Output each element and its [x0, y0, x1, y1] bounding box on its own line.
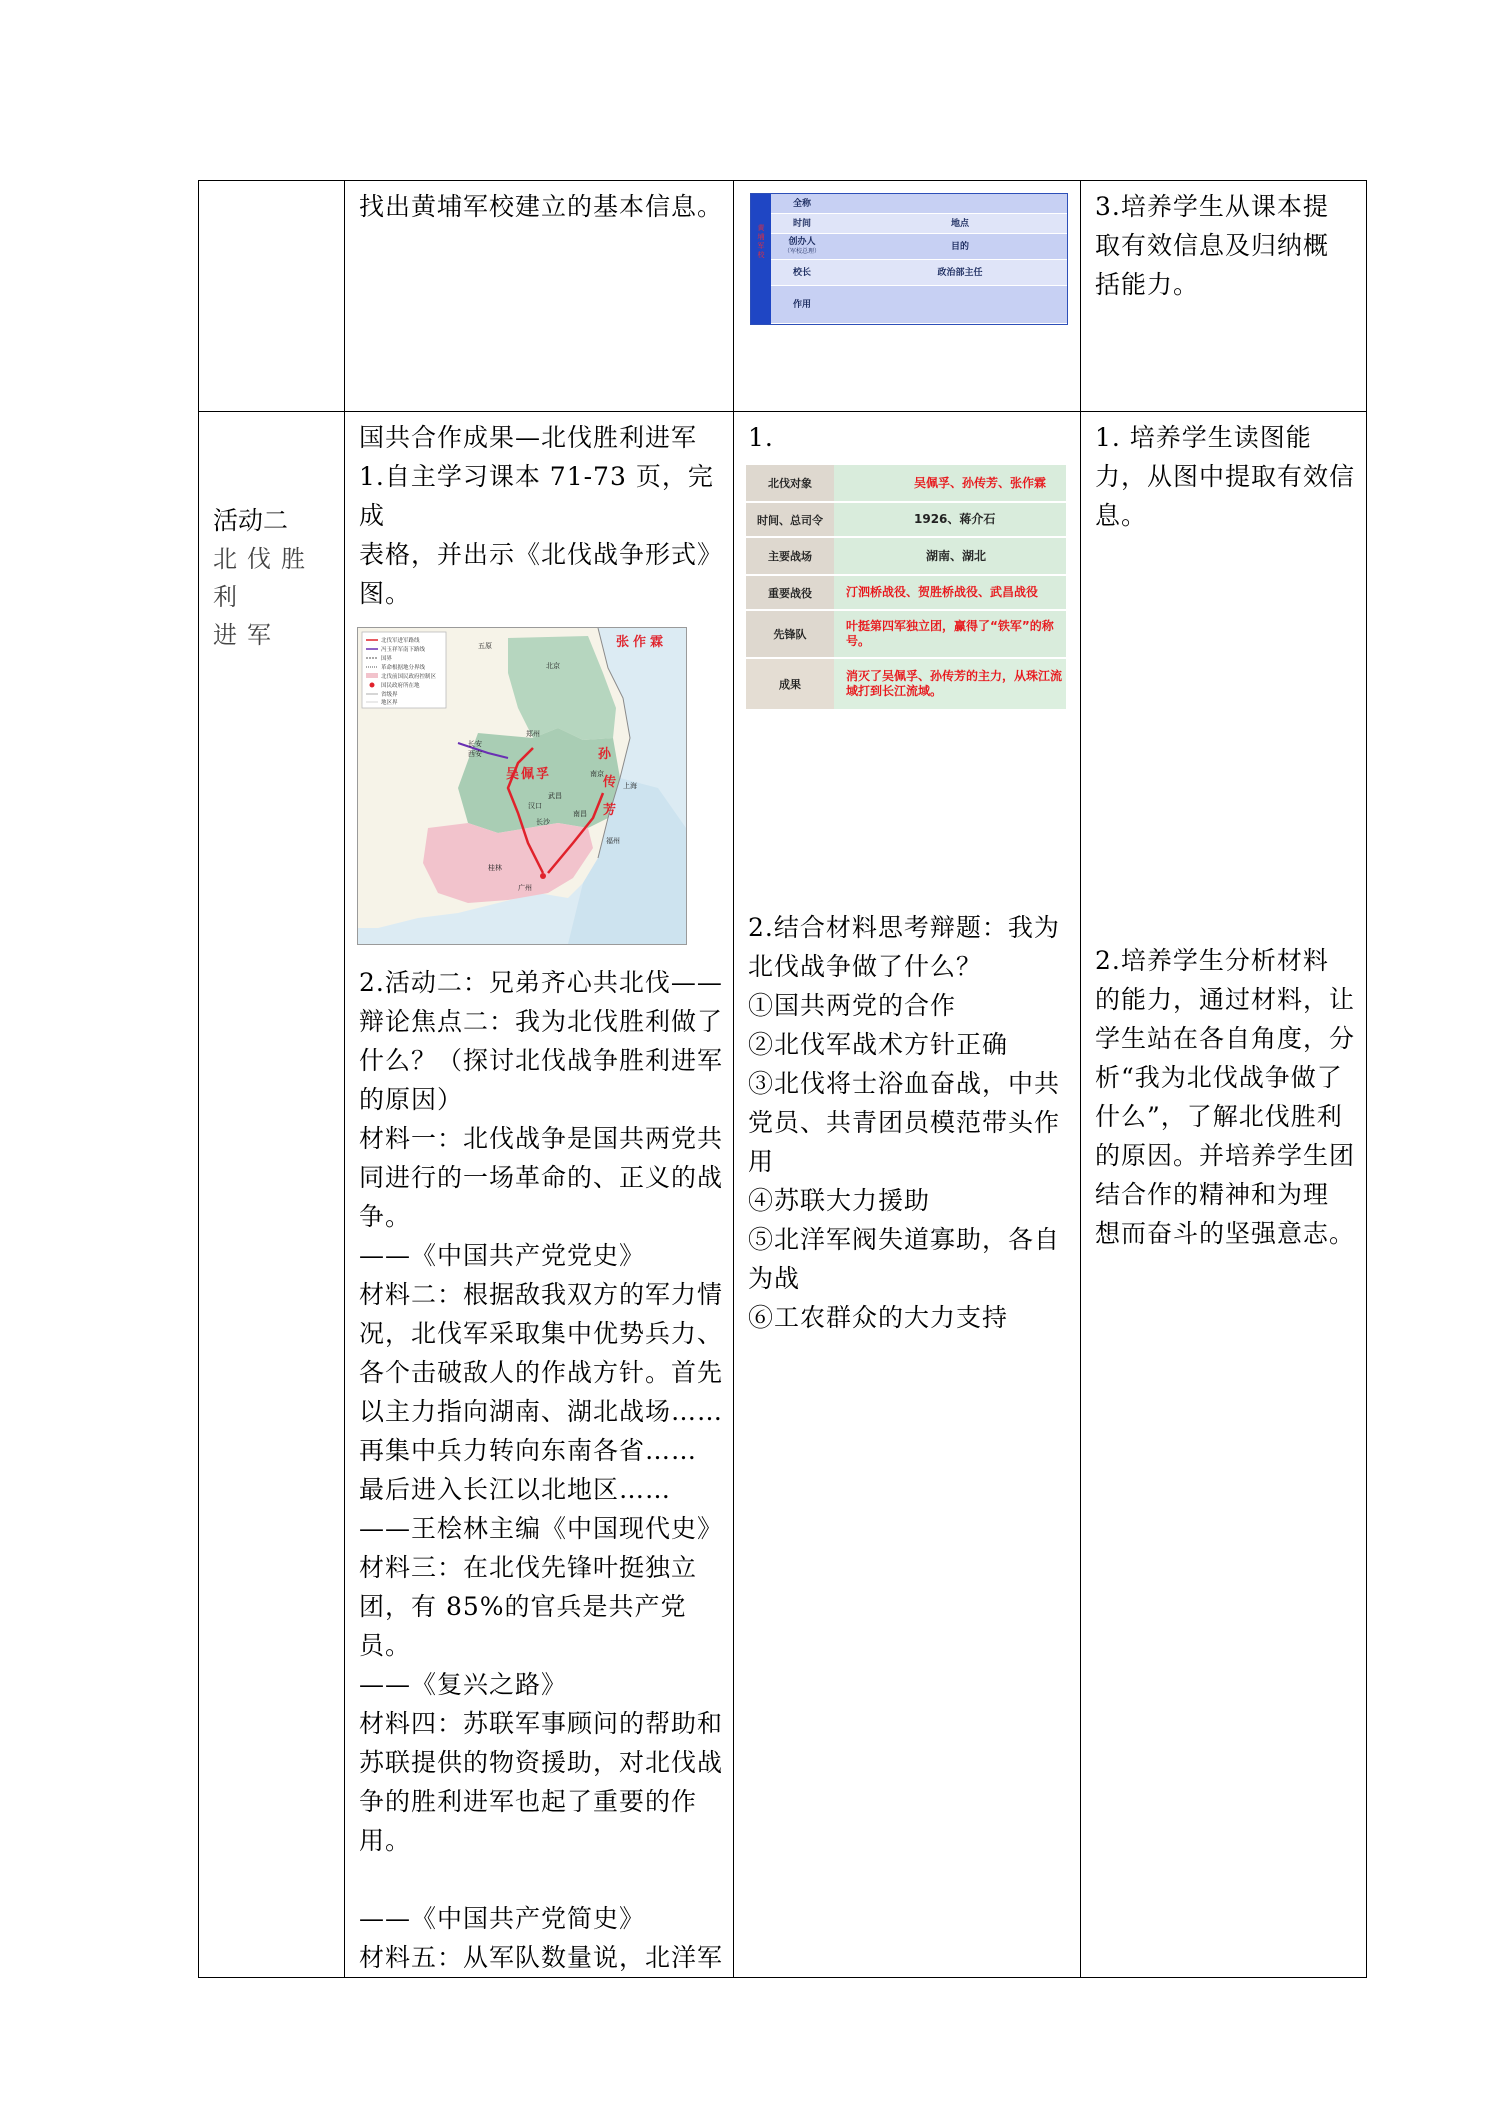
text-line: 材料四：苏联军事顾问的帮助和 — [359, 1709, 724, 1738]
ne-row — [746, 503, 1066, 536]
map-warlord-zhang: 张 — [616, 635, 630, 650]
text-line: ④苏联大力援助 — [748, 1186, 931, 1215]
map-city: 北京 — [546, 662, 560, 670]
teacher-text-part1 — [345, 412, 733, 613]
goal-line: 力，从图中提取有效信 — [1095, 462, 1356, 491]
map-warlord-zuo: 作 — [633, 635, 647, 650]
ne-value: 叶挺第四军独立团，赢得了“铁军”的称号。 — [834, 611, 1066, 657]
goal-line: 息。 — [1095, 501, 1148, 530]
text-line: 况，北伐军采取集中优势兵力、 — [359, 1319, 724, 1348]
hp-cell-fullname: 全称 — [771, 194, 833, 214]
map-warlord-lin: 霖 — [650, 635, 664, 650]
map-warlord-wu: 吴 — [506, 767, 520, 782]
ne-value: 吴佩孚、孙传芳、张作霖 — [834, 465, 1066, 501]
map-city: 郑州 — [526, 730, 540, 738]
text-line: 团，有 85%的官兵是共产党员。 — [359, 1592, 687, 1660]
activity-cell-empty — [199, 181, 345, 412]
text-line: ⑥工农群众的大力支持 — [748, 1303, 1009, 1332]
student-number-1: 1. — [748, 423, 774, 452]
map-city: 汉口 — [528, 802, 542, 810]
map-legend-item: 省级界 — [381, 692, 398, 698]
huangpu-grid — [771, 194, 1067, 324]
text-line: 材料二：根据敌我双方的军力情 — [359, 1280, 724, 1309]
northern-expedition-table-image — [746, 465, 1066, 717]
map-warlord-chuan: 传 — [603, 775, 617, 790]
map-city: 西安 — [468, 750, 482, 758]
hp-cell-time: 时间 — [771, 214, 833, 234]
map-city: 南昌 — [573, 810, 587, 818]
goal-text-part1 — [1081, 412, 1366, 535]
map-city: 广州 — [518, 884, 532, 892]
goal-line: 取有效信息及归纳概 — [1095, 231, 1330, 260]
text-line: 材料一：北伐战争是国共两党共 — [359, 1124, 724, 1153]
table-row-huangpu — [199, 181, 1367, 412]
text-line: 争。 — [359, 1202, 412, 1231]
goal-cell — [1081, 181, 1367, 412]
huangpu-info-table-image — [750, 193, 1068, 325]
text-line: ——《复兴之路》 — [359, 1670, 568, 1699]
teacher-activity-cell — [345, 412, 734, 1978]
teacher-instruction: 找出黄埔军校建立的基本信息。 — [359, 192, 724, 221]
map-legend-item: 冯玉祥军南下路线 — [381, 647, 426, 653]
teacher-activity-cell — [345, 181, 734, 412]
map-city: 武昌 — [548, 792, 562, 800]
ne-row — [746, 659, 1066, 709]
map-city: 五原 — [478, 642, 492, 650]
blank-line — [359, 1860, 723, 1899]
huangpu-side-bar — [751, 194, 771, 324]
hp-cell-founder — [771, 234, 833, 260]
text-line: 表格，并出示《北伐战争形式》 — [359, 540, 724, 569]
text-line: 国共合作成果—北伐胜利进军 — [359, 423, 698, 452]
text-line: 材料五：从军队数量说，北洋军 — [359, 1943, 724, 1972]
ne-value: 湖南、湖北 — [834, 538, 1066, 574]
ne-row — [746, 538, 1066, 574]
text-line: 1.自主学习课本 71-73 页，完成 — [359, 462, 714, 530]
hp-cell-role: 作用 — [771, 286, 833, 324]
ne-key: 时间、总司令 — [746, 503, 834, 536]
goal-text-1 — [1081, 181, 1366, 304]
map-legend-item: 国民政府所在地 — [381, 683, 420, 689]
text-line: 再集中兵力转向东南各省…… — [359, 1436, 698, 1465]
text-line: 图。 — [359, 579, 412, 608]
ne-key: 先锋队 — [746, 611, 834, 657]
goal-line: 的能力，通过材料，让 — [1095, 985, 1356, 1014]
hp-cell-time-value — [833, 214, 929, 234]
map-warlord-fang: 芳 — [603, 803, 617, 818]
text-line: 用 — [748, 1147, 775, 1176]
activity-label-cell — [199, 412, 345, 1978]
huangpu-side-label: 黄埔军校 — [757, 224, 765, 259]
student-text-part2 — [734, 902, 1080, 1337]
hp-cell-purpose: 目的 — [929, 234, 991, 260]
lesson-plan-table — [198, 180, 1367, 1978]
text-line: 2.结合材料思考辩题：我为 — [748, 913, 1060, 942]
map-warlord-sun: 孙 — [598, 747, 612, 762]
text-line: ③北伐将士浴血奋战，中共 — [748, 1069, 1061, 1098]
ne-key: 成果 — [746, 659, 834, 709]
map-city: 南京 — [590, 770, 604, 778]
text-line: ——《中国共产党党史》 — [359, 1241, 646, 1270]
map-city: 福州 — [606, 837, 620, 845]
map-legend-item: 地区界 — [381, 700, 398, 706]
goal-line: 结合作的精神和为理 — [1095, 1180, 1330, 1209]
text-line: 2.活动二：兄弟齐心共北伐—— — [359, 968, 723, 997]
goal-text-part2 — [1081, 935, 1366, 1253]
table-row-northern-expedition — [199, 412, 1367, 1978]
map-legend-item: 北伐军进军路线 — [381, 638, 420, 644]
ne-key: 重要战役 — [746, 576, 834, 609]
goal-line: 2.培养学生分析材料 — [1095, 946, 1329, 975]
goal-line: 析“我为北伐战争做了 — [1095, 1063, 1343, 1092]
goal-line: 什么”，了解北伐胜利 — [1095, 1102, 1343, 1131]
hp-cell-place: 地点 — [929, 214, 991, 234]
hp-cell-role-value — [833, 286, 1067, 324]
ne-value: 汀泗桥战役、贺胜桥战役、武昌战役 — [834, 576, 1066, 609]
map-city: 长沙 — [536, 818, 550, 826]
text-line: 党员、共青团员模范带头作 — [748, 1108, 1061, 1137]
text-line: 最后进入长江以北地区…… — [359, 1475, 672, 1504]
ne-value: 消灭了吴佩孚、孙传芳的主力，从珠江流域打到长江流域。 — [834, 659, 1066, 709]
text-line: 的原因） — [359, 1085, 464, 1114]
text-line: 各个击破敌人的作战方针。首先 — [359, 1358, 724, 1387]
goal-line: 括能力。 — [1095, 270, 1200, 299]
goal-line: 的原因。并培养学生团 — [1095, 1141, 1356, 1170]
map-warlord-pei: 佩 — [521, 767, 535, 782]
text-line: 同进行的一场革命的、正义的战 — [359, 1163, 724, 1192]
hp-founder-note: （军校总理） — [783, 247, 820, 255]
text-line: 争的胜利进军也起了重要的作 — [359, 1787, 698, 1816]
map-city: 长安 — [468, 740, 482, 748]
text-line: 为战 — [748, 1264, 801, 1293]
goal-line: 1. 培养学生读图能 — [1095, 423, 1312, 452]
text-line: 用。 — [359, 1826, 412, 1855]
map-city: 上海 — [623, 782, 637, 790]
goal-line: 学生站在各自角度，分 — [1095, 1024, 1356, 1053]
text-line: ①国共两党的合作 — [748, 991, 957, 1020]
hp-cell-principal: 校长 — [771, 260, 833, 286]
text-line: 北伐战争做了什么？ — [748, 952, 983, 981]
ne-row — [746, 576, 1066, 609]
hp-cell-political-director: 政治部主任 — [929, 260, 991, 286]
text-line: ②北伐军战术方针正确 — [748, 1030, 1009, 1059]
goal-line: 想而奋斗的坚强意志。 — [1095, 1219, 1356, 1248]
teacher-text-part2 — [345, 945, 733, 1977]
map-legend-item: 北伐前国民政府控制区 — [381, 674, 437, 680]
activity-title: 活动二 — [213, 506, 289, 535]
text-line: 以主力指向湖南、湖北战场…… — [359, 1397, 724, 1426]
text-line: 什么？（探讨北伐战争胜利进军 — [359, 1046, 724, 1075]
student-activity-cell — [734, 412, 1081, 1978]
northern-expedition-map — [357, 627, 687, 945]
hp-cell-principal-value — [833, 260, 929, 286]
hp-founder-label: 创办人 — [788, 236, 816, 247]
hp-cell-political-director-value — [991, 260, 1067, 286]
hp-cell-fullname-value — [833, 194, 1067, 214]
map-legend-item: 革命根据地分界线 — [381, 665, 426, 671]
hp-cell-founder-value — [833, 234, 929, 260]
ne-key: 北伐对象 — [746, 465, 834, 501]
ne-key: 主要战场 — [746, 538, 834, 574]
ne-row — [746, 465, 1066, 501]
activity-subtitle-2: 进军 — [213, 621, 281, 649]
ne-row — [746, 611, 1066, 657]
activity-subtitle-1: 北伐胜利 — [213, 545, 315, 611]
activity-label — [199, 502, 344, 654]
map-city: 桂林 — [488, 864, 502, 872]
text-line: ——《中国共产党简史》 — [359, 1904, 646, 1933]
text-line: 苏联提供的物资援助，对北伐战 — [359, 1748, 724, 1777]
hp-cell-place-value — [991, 214, 1067, 234]
goal-line: 3.培养学生从课本提 — [1095, 192, 1329, 221]
text-line: ——王桧林主编《中国现代史》 — [359, 1514, 724, 1543]
text-line: 辩论焦点二：我为北伐胜利做了 — [359, 1007, 724, 1036]
ne-value: 1926、蒋介石 — [834, 503, 1066, 536]
student-activity-cell — [734, 181, 1081, 412]
map-warlord-fu: 孚 — [536, 767, 550, 782]
text-line: 材料三：在北伐先锋叶挺独立 — [359, 1553, 698, 1582]
text-line: ⑤北洋军阀失道寡助，各自 — [748, 1225, 1061, 1254]
map-legend-item: 国界 — [381, 656, 393, 662]
goal-cell — [1081, 412, 1367, 1978]
hp-cell-purpose-value — [991, 234, 1067, 260]
